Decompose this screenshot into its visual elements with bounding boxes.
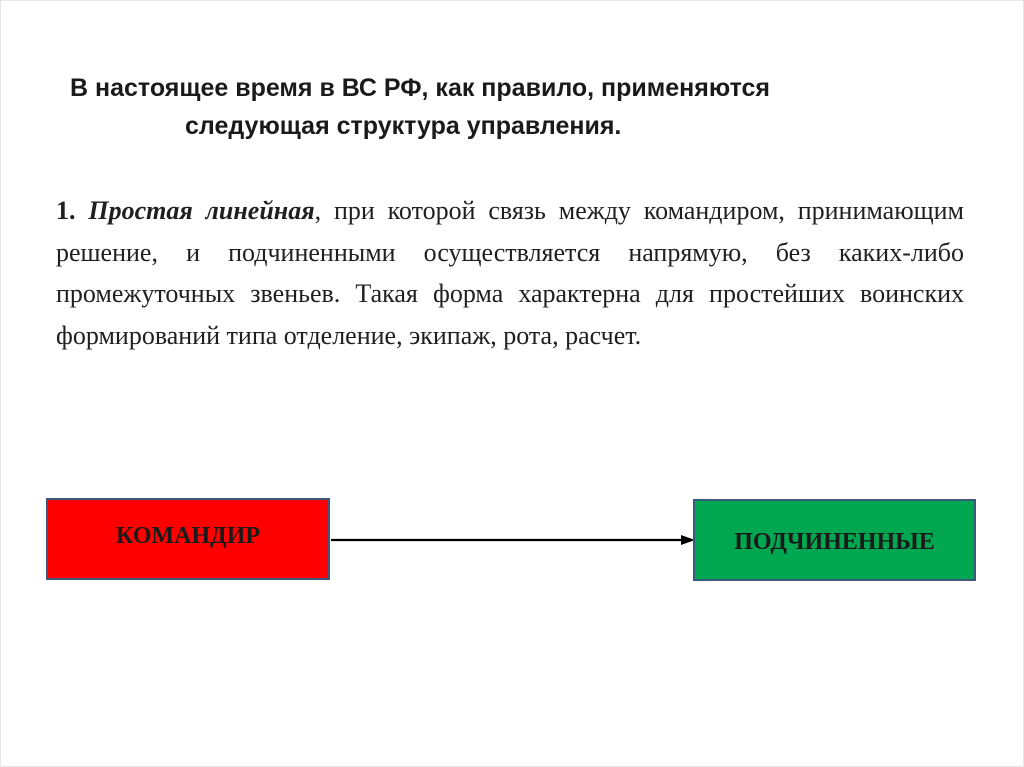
subordinates-label: ПОДЧИНЕННЫЕ bbox=[734, 528, 935, 555]
subordinates-box bbox=[693, 499, 976, 581]
description-paragraph bbox=[56, 190, 964, 356]
link-arrow bbox=[331, 531, 696, 549]
item-text: , при которой связь между командиром, принимающим решение, и подчиненными осуществляется напрямую, без каких-либо промежуточных звеньев. Такая форма характерна для простейших воинских формирований типа отделение, экипаж, рота, расчет. bbox=[56, 196, 965, 350]
item-term: Простая линейная bbox=[88, 196, 315, 225]
item-number: 1. bbox=[56, 196, 76, 225]
commander-box bbox=[46, 498, 330, 580]
title-line-1: В настоящее время в ВС РФ, как правило, применяются bbox=[70, 74, 770, 102]
commander-label: КОМАНДИР bbox=[116, 522, 260, 549]
title-line-2: следующая структура управления. bbox=[185, 112, 622, 140]
